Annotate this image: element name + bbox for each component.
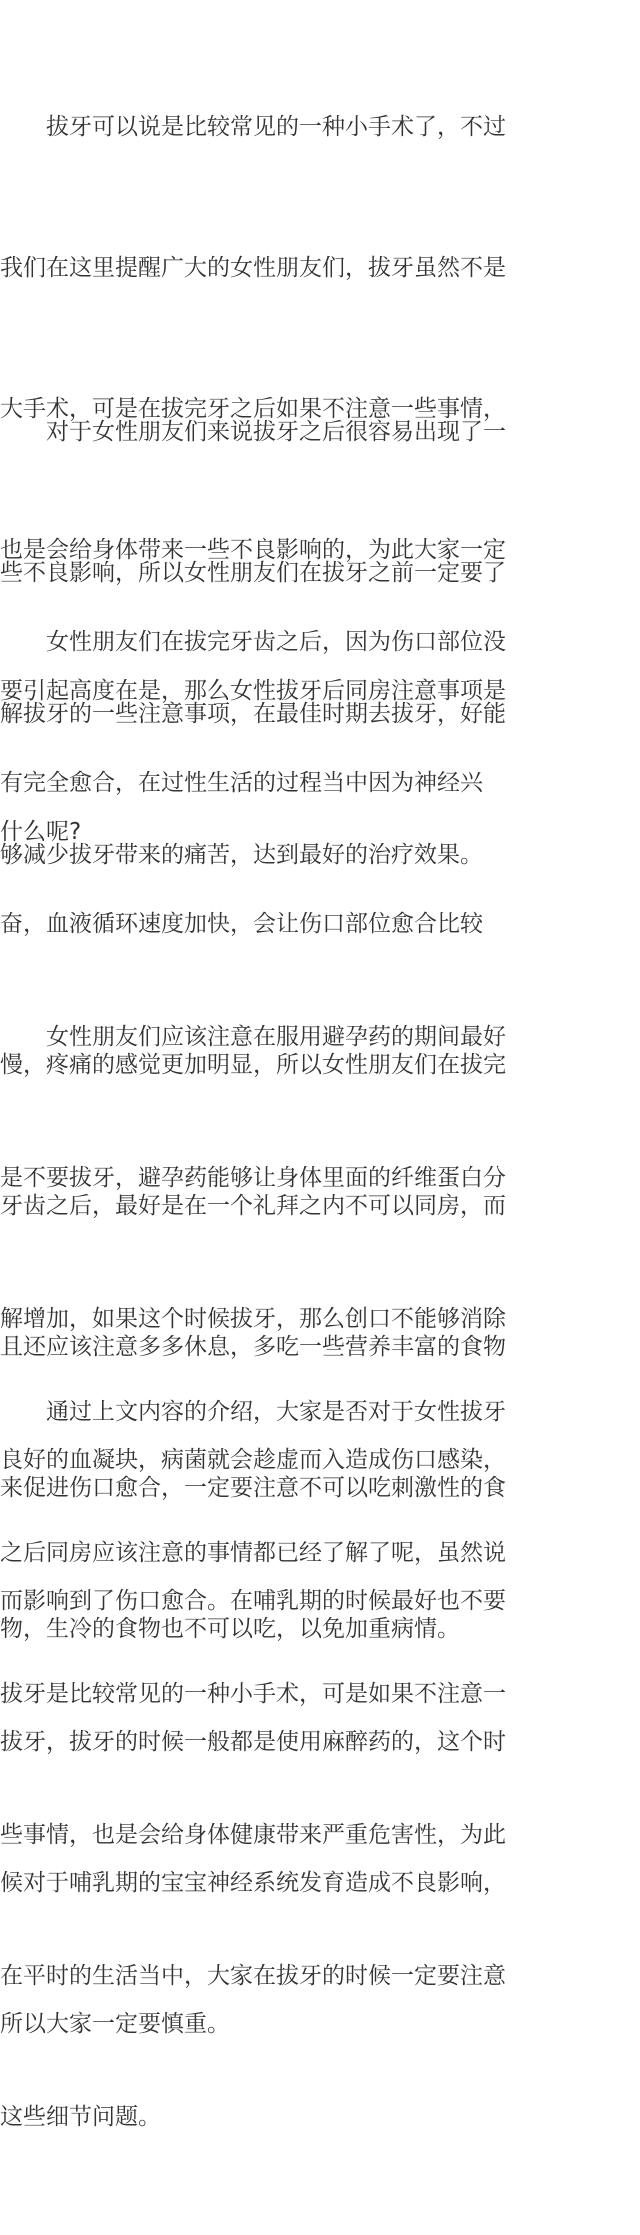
paragraph-line: 解拔牙的一些注意事项，在最佳时期去拔牙，好能	[0, 701, 506, 727]
paragraph-line: 所以大家一定要慎重。	[0, 2011, 230, 2037]
paragraph-line: 候对于哺乳期的宝宝神经系统发育造成不良影响，	[0, 1870, 506, 1896]
paragraph-5	[0, 1295, 600, 2235]
paragraph-line: 物，生冷的食物也不可以吃，以免加重病情。	[0, 1616, 460, 1642]
paragraph-line: 拔牙，拔牙的时候一般都是使用麻醉药的，这个时	[0, 1729, 506, 1755]
paragraph-line: 拔牙可以说是比较常见的一种小手术了，不过	[46, 114, 506, 140]
paragraph-line: 而影响到了伤口愈合。在哺乳期的时候最好也不要	[0, 1588, 506, 1614]
paragraph-line: 慢，疼痛的感觉更加明显，所以女性朋友们在拔完	[0, 1052, 506, 1078]
paragraph-line: 也是会给身体带来一些不良影响的，为此大家一定	[0, 537, 506, 563]
paragraph-line: 有完全愈合，在过性生活的过程当中因为神经兴	[0, 770, 483, 796]
paragraph-line: 拔牙是比较常见的一种小手术，可是如果不注意一	[0, 1681, 506, 1707]
paragraph-line: 通过上文内容的介绍，大家是否对于女性拔牙	[46, 1399, 506, 1425]
paragraph-line: 够减少拔牙带来的痛苦，达到最好的治疗效果。	[0, 842, 483, 868]
paragraph-line: 什么呢?	[0, 819, 82, 845]
paragraph-line: 解增加，如果这个时候拔牙，那么创口不能够消除	[0, 1306, 506, 1332]
paragraph-line: 是不要拔牙，避孕药能够让身体里面的纤维蛋白分	[0, 1165, 506, 1191]
paragraph-line: 奋，血液循环速度加快，会让伤口部位愈合比较	[0, 911, 483, 937]
paragraph-line: 大手术，可是在拔完牙之后如果不注意一些事情，	[0, 396, 506, 422]
paragraph-line: 且还应该注意多多休息，多吃一些营养丰富的食物	[0, 1334, 506, 1360]
paragraph-line: 女性朋友们应该注意在服用避孕药的期间最好	[46, 1024, 506, 1050]
paragraph-line: 良好的血凝块，病菌就会趁虚而入造成伤口感染，	[0, 1447, 506, 1473]
paragraph-line: 要引起高度在是，那么女性拔牙后同房注意事项是	[0, 678, 506, 704]
paragraph-line: 我们在这里提醒广大的女性朋友们，拔牙虽然不是	[0, 255, 506, 281]
paragraph-line: 些事情，也是会给身体健康带来严重危害性，为此	[0, 1822, 506, 1848]
paragraph-line: 在平时的生活当中，大家在拔牙的时候一定要注意	[0, 1963, 506, 1989]
paragraph-line: 牙齿之后，最好是在一个礼拜之内不可以同房，而	[0, 1193, 506, 1219]
paragraph-line: 这些细节问题。	[0, 2104, 161, 2130]
paragraph-line: 对于女性朋友们来说拔牙之后很容易出现了一	[46, 419, 506, 445]
paragraph-line: 些不良影响，所以女性朋友们在拔牙之前一定要了	[0, 560, 506, 586]
paragraph-line: 来促进伤口愈合，一定要注意不可以吃刺激性的食	[0, 1475, 506, 1501]
paragraph-line: 之后同房应该注意的事情都已经了解了呢，虽然说	[0, 1540, 506, 1566]
paragraph-line: 女性朋友们在拔完牙齿之后，因为伤口部位没	[46, 629, 506, 655]
